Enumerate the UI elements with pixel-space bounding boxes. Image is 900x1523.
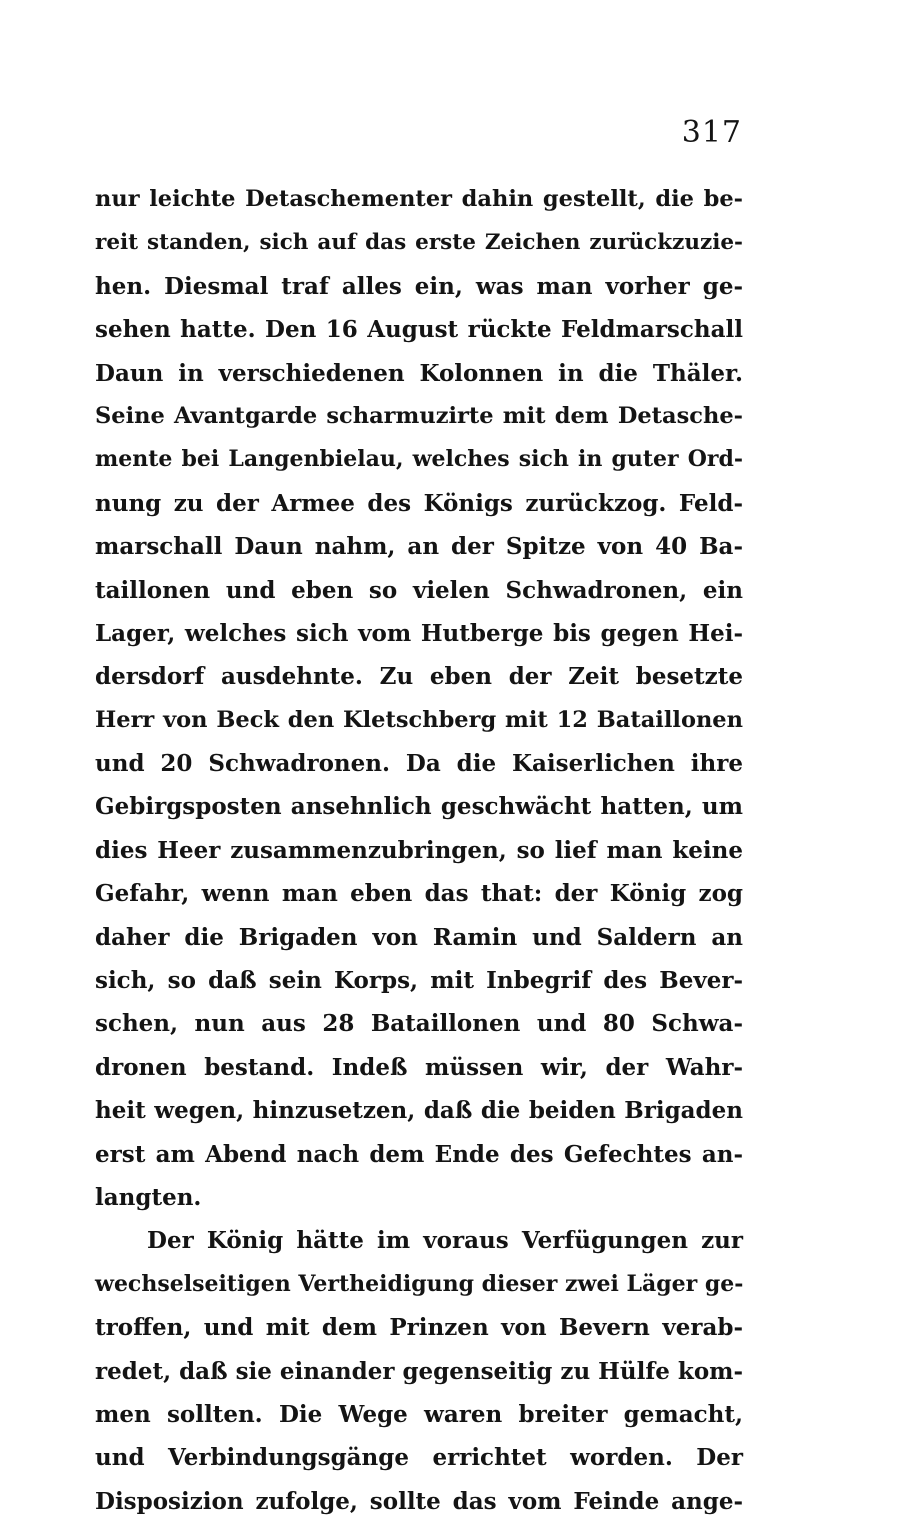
text-line: taillonen und eben so vielen Schwadronen, ein [95, 576, 743, 604]
text-line: hen. Diesmal traf alles ein, was man vorher ge- [95, 272, 743, 300]
text-line: Daun in verschiedenen Kolonnen in die Thäler. [95, 359, 743, 387]
paragraph-2 [95, 1219, 743, 1523]
paragraph-1 [95, 178, 743, 1219]
text-line: Herr von Beck den Kletschberg mit 12 Bataillonen [95, 706, 743, 733]
text-line: mente bei Langenbielau, welches sich in guter Ord- [95, 446, 743, 473]
text-line: marschall Daun nahm, an der Spitze von 40 Ba- [95, 533, 743, 561]
text-line: dies Heer zusammenzubringen, so lief man keine [95, 836, 743, 864]
text-line: und Verbindungsgänge errichtet worden. Der [95, 1444, 743, 1472]
text-line: Der König hätte im voraus Verfügungen zur [147, 1227, 743, 1255]
page-number: 317 [681, 115, 742, 150]
body-text [95, 178, 743, 1523]
text-line: Gefahr, wenn man eben das that: der König zog [95, 880, 743, 908]
text-line: men sollten. Die Wege waren breiter gemacht, [95, 1400, 743, 1428]
text-line: und 20 Schwadronen. Da die Kaiserlichen ihre [95, 750, 743, 778]
text-line: nur leichte Detaschementer dahin gestellt, die be- [95, 186, 743, 212]
text-line: troffen, und mit dem Prinzen von Bevern verab- [95, 1314, 743, 1342]
text-line: wechselseitigen Vertheidigung dieser zwei Läger ge- [95, 1270, 744, 1297]
text-line: dronen bestand. Indeß müssen wir, der Wahr- [95, 1053, 743, 1081]
text-line: heit wegen, hinzusetzen, daß die beiden Brigaden [95, 1097, 743, 1125]
text-line: erst am Abend nach dem Ende des Gefechtes an- [95, 1140, 743, 1168]
text-line: redet, daß sie einander gegenseitig zu Hülfe kom- [95, 1357, 744, 1385]
text-line: Disposizion zufolge, sollte das vom Feinde ange- [95, 1487, 743, 1515]
text-line: daher die Brigaden von Ramin und Saldern an [95, 923, 743, 951]
text-line: sich, so daß sein Korps, mit Inbegrif des Bever- [95, 967, 743, 995]
text-line: nung zu der Armee des Königs zurückzog. Feld- [95, 489, 743, 517]
text-line: sehen hatte. Den 16 August rückte Feldmarschall [95, 316, 743, 344]
text-line: Lager, welches sich vom Hutberge bis gegen Hei- [95, 619, 743, 647]
text-line: Seine Avantgarde scharmuzirte mit dem Detasche- [95, 402, 743, 429]
text-line: Gebirgsposten ansehnlich geschwächt hatten, um [95, 793, 743, 821]
text-line: schen, nun aus 28 Bataillonen und 80 Schwa- [95, 1010, 743, 1038]
text-line: reit standen, sich auf das erste Zeichen zurückzuzie- [95, 230, 743, 256]
text-line: dersdorf ausdehnte. Zu eben der Zeit besetzte [95, 663, 743, 691]
text-line: langten. [95, 1183, 202, 1211]
